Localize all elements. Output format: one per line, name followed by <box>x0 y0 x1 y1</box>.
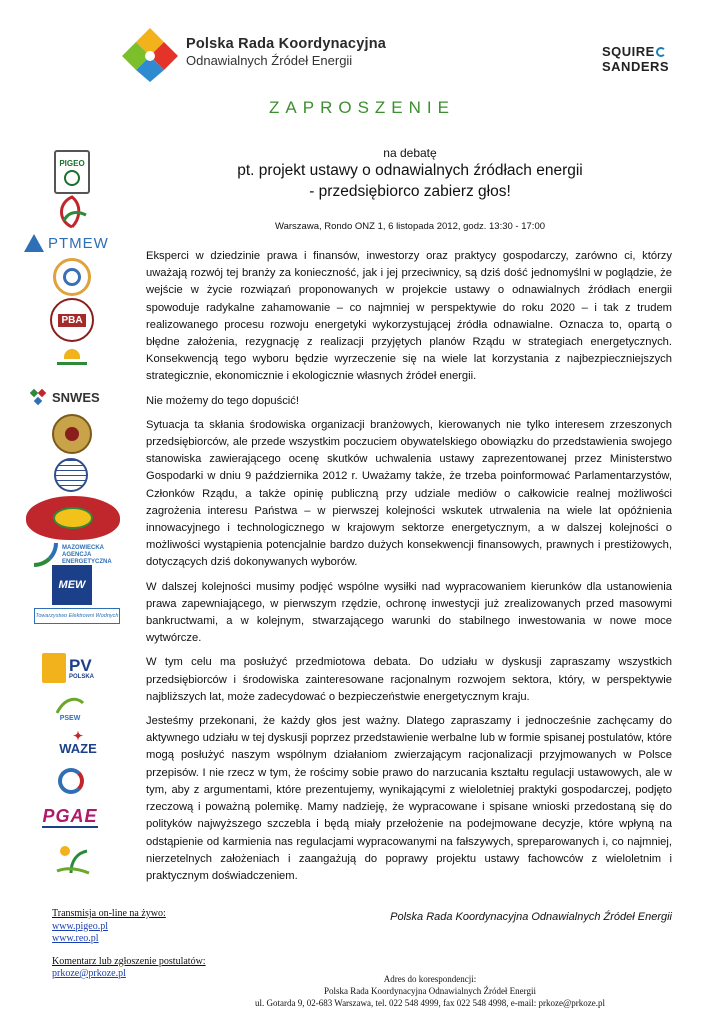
header-org-name <box>186 36 386 68</box>
pgae-label: PGAE <box>42 806 98 826</box>
psew-logo <box>50 690 90 724</box>
sun-icon <box>64 349 80 359</box>
pigeo-logo <box>54 150 90 194</box>
page-title: ZAPROSZENIE <box>269 98 455 117</box>
org-name-line2: Odnawialnych Źródeł Energii <box>186 53 353 68</box>
body-paragraph-4: W dalszej kolejności musimy podjęć wspólne wysiłki nad wypracowaniem kierunków dla ustanowienia prawa zapewniającego, w pierwszym rzędzie, ochronę inwestycji już zrealizowanych przed masowymi bankructwami, a w kolejnym, stwarzającego warunki do stabilnego inwestowania w nowe moce wytwórcze. <box>146 580 672 645</box>
globe-logo <box>54 458 88 492</box>
body-paragraph-6: Jesteśmy przekonani, że każdy głos jest ważny. Dlatego zapraszamy i jednocześnie zachęcamy do aktywnego udziału w tej dyskusji poprzez przedstawienie werbalne lub w formie spisanej postulatów, które mogą posłużyć naszym wspólnym działaniom zwierzającym racjonalizacji przyjmowanych w Polsce przepisów. I nie rzecz w tym, że rościmy sobie prawo do narzucania kształtu regulacji ustawowych, ale w tym, aby z argumentami, które prezentujemy, wynikającymi z wieloletniej praktyki gospodarczej, podjęto rzeczową i poważną polemikę. Mamy nadzieję, że wypracowane i spisane wnioski przedostaną się do polityków najwyższego szczebla i będą miały przełożenie na podejmowane decyzje, które wpłyną na odstąpienie od karmienia nas regulacjami wypracowanymi na fałszywych, spreparowanych i, co najmniej, nierzetelnych założeniach i zaangażują do poprawy projektu ustawy fachowców z wieloletnim i praktycznym doświadczeniem. <box>146 715 672 882</box>
pgae-underline-icon <box>42 826 98 828</box>
stowarzyszenie-logo <box>56 344 88 370</box>
org-name-line1: Polska Rada Koordynacyjna <box>186 36 387 52</box>
snwes-diamond-icon <box>28 387 48 407</box>
wave-icon <box>34 543 58 567</box>
leaf-swirl-logo <box>50 192 94 230</box>
pdc-logo <box>53 258 91 296</box>
mazowiecka-line2: AGENCJA <box>62 551 92 558</box>
squire-mark-icon <box>656 47 666 57</box>
snwes-label: SNWES <box>52 389 100 405</box>
waze-arrows-icon: ✦ <box>72 729 84 743</box>
address-label: Adres do korespondencji: <box>383 974 477 984</box>
mazowiecka-line3: ENERGETYCZNA <box>62 558 112 565</box>
event-meta: Warszawa, Rondo ONZ 1, 6 listopada 2012, godz. 13:30 - 17:00 <box>274 221 546 232</box>
subtitle-line1: pt. projekt ustawy o odnawialnych źródłach energii <box>237 162 583 179</box>
subtitle-intro: na debatę <box>383 146 437 160</box>
invitation-body <box>146 248 672 892</box>
footer-contact <box>52 908 206 981</box>
pgae-logo <box>40 800 100 834</box>
mazowiecka-line1: MAZOWIECKA <box>62 544 104 551</box>
circular-logo <box>58 768 84 794</box>
izba-flame-icon <box>53 507 93 529</box>
izba-logo <box>26 496 120 540</box>
ptmew-triangle-icon <box>24 234 44 252</box>
ptmew-label: PTMEW <box>48 234 109 252</box>
rg-emblem-icon <box>65 427 79 441</box>
tew-label: Towarzystwo Elektrowni Wodnych <box>35 613 119 619</box>
puzzle-logo-icon <box>120 26 180 82</box>
comment-label: Komentarz lub zgłoszenie postulatów: <box>52 955 206 967</box>
pdc-inner-icon <box>63 268 81 286</box>
pigeo-label: PIGEO <box>59 158 85 168</box>
psew-label: PSEW <box>59 714 81 722</box>
pigeo-globe-icon <box>64 170 80 186</box>
pv-label: PV <box>69 655 92 675</box>
plant-sun-icon <box>53 841 91 875</box>
body-paragraph-1: Eksperci w dziedzinie prawa i finansów, inwestorzy oraz praktycy gospodarczy, zarówno ci, którzy uważają rozwój tej branży za konieczność, jak i jej przeciwnicy, są dziś dość jednomyślni w poglądzie, że wejście w życie rozwiązań proponowanych w projekcie ustawy o odnawialnych źródłach energii spowoduje radykalne zahamowanie – co najmniej w perspektywie do roku 2020 – i tak z trudem realizowanego procesu rozwoju energetyki wykorzystującej źródła odnawialne. Oznacza to, opartą o błędne założenia, rezygnację z realizacji przyjętych planów Rządu w strategiach energetycznych. Konsekwencją tego wyboru będzie wyrzeczenie się na wiele lat korzystania z najbezpieczniejszych strategicznie, ekonomicznie i ekologicznie własnych źródeł energii. <box>146 250 672 383</box>
footer-address <box>150 973 710 1009</box>
rg-logo <box>52 414 92 454</box>
signature: Polska Rada Koordynacyjna Odnawialnych Źródeł Energii <box>390 911 672 923</box>
partner-name-line1: SQUIRE <box>602 44 655 59</box>
plant-logo <box>52 840 92 876</box>
ptmew-logo <box>24 230 124 256</box>
snwes-logo <box>28 386 118 408</box>
waze-label: WAZE <box>59 741 97 756</box>
mew-label: MEW <box>58 579 86 591</box>
waze-logo <box>50 728 106 758</box>
pv-polska-logo <box>42 650 104 686</box>
squire-sanders-logo <box>602 44 672 74</box>
body-paragraph-3: Sytuacja ta skłania środowiska organizacji branżowych, kierowanych nie tylko interesem zrzeszonych przedsiębiorców, ale przede wszystkim poczuciem obywatelskiego obowiązku do przedstawienia swojego stanowiska zawierającego ocenę skutków uchwalenia ustawy zaprezentowanej przez Ministerstwo Gospodarki w dniu 9 października 2012 r. Uważamy także, że trzeba poinformować Parlamentarzystów, Członków Rządu, a także opinię publiczną przy udziale mediów o całkowicie realnej możliwości zagrożenia interesu Państwa – w pierwszej kolejności wskutek utrwalenia na wiele lat opóźnienia innowacyjnego i technologicznego w krajowym sektorze energetycznym, a w dalszej kolejności o możliwości wystąpienia potencjalnie bardzo dużych konsekwencji finansowych, prawnych i prestiżowych, dotyczących dziś dokonywanych wyborów. <box>146 418 672 569</box>
stream-label: Transmisja on-line na żywo: <box>52 908 166 919</box>
wind-turbine-icon <box>55 693 85 715</box>
tew-logo <box>34 608 120 624</box>
pv-sun-icon <box>42 653 66 683</box>
leaf-swirl-icon <box>52 193 92 229</box>
pba-logo <box>50 298 94 342</box>
mew-logo <box>52 565 92 605</box>
pv-polska-label: POLSKA <box>69 673 95 680</box>
pba-label: PBA <box>58 314 85 327</box>
prkoze-logo <box>120 26 180 82</box>
link-pigeo[interactable]: www.pigeo.pl <box>52 920 109 932</box>
body-paragraph-5: W tym celu ma posłużyć przedmiotowa debata. Do udziału w dyskusji zapraszamy wszystkich przedsiębiorców i środowiska zainteresowane racjonalnym rozwojem sektora, który, w perspektywie najbliższych lat, może zadecydować o bezpieczeństwie energetycznym kraju. <box>146 656 672 703</box>
address-org: Polska Rada Koordynacyjna Odnawialnych Źródeł Energii <box>323 986 537 996</box>
link-reo[interactable]: www.reo.pl <box>52 933 99 944</box>
address-line: ul. Gotarda 9, 02-683 Warszawa, tel. 022 548 4999, fax 022 548 4998, e-mail: prkoze@prkoze.pl <box>254 998 606 1008</box>
email-link[interactable]: prkoze@prkoze.pl <box>52 968 126 979</box>
partner-name-line2: SANDERS <box>602 59 670 74</box>
stripe-icon <box>57 362 87 365</box>
body-paragraph-2: Nie możemy do tego dopuścić! <box>146 394 299 407</box>
subtitle-line2: - przedsiębiorco zabierz głos! <box>309 183 511 200</box>
